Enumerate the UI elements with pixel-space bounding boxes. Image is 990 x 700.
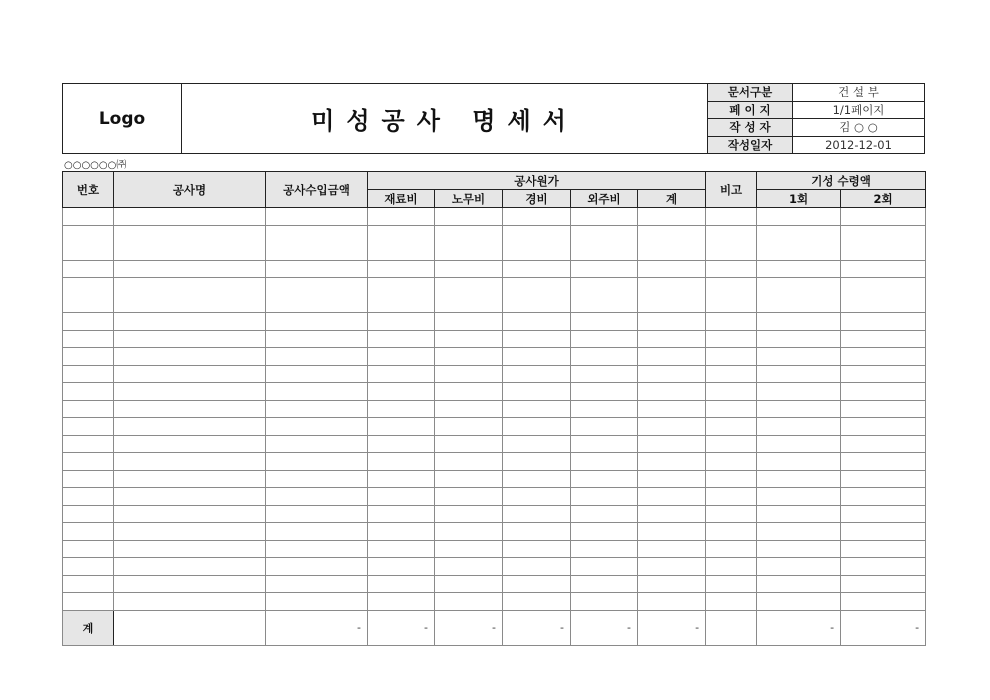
total-cost-total: - <box>638 610 706 645</box>
info-value: 김 ○ ○ <box>839 120 878 135</box>
table-cell[interactable] <box>757 470 841 488</box>
table-cell[interactable] <box>266 383 368 401</box>
table-cell[interactable] <box>63 540 114 558</box>
table-footer <box>63 610 926 645</box>
total-round1: - <box>757 610 841 645</box>
table-cell[interactable] <box>368 453 435 471</box>
total-name-cell <box>114 610 266 645</box>
table-cell[interactable] <box>638 278 706 313</box>
table-cell[interactable] <box>266 418 368 436</box>
table-row <box>63 400 926 418</box>
table-cell[interactable] <box>435 593 503 611</box>
table-cell[interactable] <box>757 505 841 523</box>
table-cell[interactable] <box>571 330 638 348</box>
header-cost-group: 공사원가 <box>368 172 706 190</box>
table-cell[interactable] <box>841 505 926 523</box>
table-cell[interactable] <box>63 523 114 541</box>
info-value: 건 설 부 <box>838 85 879 100</box>
table-cell[interactable] <box>503 540 571 558</box>
table-cell[interactable] <box>706 453 757 471</box>
table-cell[interactable] <box>638 313 706 331</box>
table-cell[interactable] <box>706 383 757 401</box>
table-cell[interactable] <box>638 453 706 471</box>
document-title: 미성공사 명세서 <box>182 84 708 153</box>
table-cell[interactable] <box>638 540 706 558</box>
table-row <box>63 208 926 226</box>
table-cell[interactable] <box>63 575 114 593</box>
info-row-page <box>708 102 924 120</box>
table-cell[interactable] <box>266 365 368 383</box>
table-cell[interactable] <box>757 435 841 453</box>
table-cell[interactable] <box>114 400 266 418</box>
table-cell[interactable] <box>368 505 435 523</box>
table-row <box>63 313 926 331</box>
table-cell[interactable] <box>757 453 841 471</box>
table-cell[interactable] <box>571 383 638 401</box>
table-cell[interactable] <box>757 313 841 331</box>
document-info-table <box>708 84 924 153</box>
table-cell[interactable] <box>503 278 571 313</box>
total-labor: - <box>435 610 503 645</box>
table-cell[interactable] <box>571 435 638 453</box>
table-cell[interactable] <box>706 470 757 488</box>
table-cell[interactable] <box>841 313 926 331</box>
table-cell[interactable] <box>571 278 638 313</box>
logo: Logo <box>63 84 182 153</box>
header-project-name: 공사명 <box>114 172 266 208</box>
total-expense: - <box>503 610 571 645</box>
table-cell[interactable] <box>706 488 757 506</box>
table-row <box>63 278 926 313</box>
table-cell[interactable] <box>571 540 638 558</box>
table-row <box>63 540 926 558</box>
table-cell[interactable] <box>435 225 503 260</box>
table-cell[interactable] <box>571 488 638 506</box>
table-row <box>63 260 926 278</box>
table-cell[interactable] <box>571 260 638 278</box>
table-cell[interactable] <box>266 225 368 260</box>
table-cell[interactable] <box>638 593 706 611</box>
table-cell[interactable] <box>63 558 114 576</box>
table-cell[interactable] <box>571 453 638 471</box>
header-income: 공사수입금액 <box>266 172 368 208</box>
table-cell[interactable] <box>841 383 926 401</box>
table-cell[interactable] <box>638 418 706 436</box>
table-cell[interactable] <box>63 383 114 401</box>
table-row <box>63 383 926 401</box>
total-remark-cell <box>706 610 757 645</box>
table-cell[interactable] <box>368 400 435 418</box>
table-cell[interactable] <box>435 383 503 401</box>
table-cell[interactable] <box>63 365 114 383</box>
table-cell[interactable] <box>841 540 926 558</box>
table-cell[interactable] <box>706 260 757 278</box>
table-cell[interactable] <box>757 208 841 226</box>
table-cell[interactable] <box>706 400 757 418</box>
table-cell[interactable] <box>757 593 841 611</box>
table-cell[interactable] <box>503 383 571 401</box>
table-row <box>63 593 926 611</box>
table-cell[interactable] <box>435 330 503 348</box>
table-cell[interactable] <box>266 330 368 348</box>
header-cost-total: 계 <box>638 190 706 208</box>
table-cell[interactable] <box>706 278 757 313</box>
table-cell[interactable] <box>757 260 841 278</box>
table-cell[interactable] <box>503 505 571 523</box>
table-cell[interactable] <box>503 558 571 576</box>
table-cell[interactable] <box>706 505 757 523</box>
table-cell[interactable] <box>757 523 841 541</box>
table-cell[interactable] <box>368 540 435 558</box>
info-key: 작 성 자 <box>708 119 793 136</box>
table-cell[interactable] <box>706 348 757 366</box>
table-cell[interactable] <box>841 435 926 453</box>
table-cell[interactable] <box>757 418 841 436</box>
table-cell[interactable] <box>368 470 435 488</box>
table-cell[interactable] <box>63 313 114 331</box>
table-cell[interactable] <box>435 488 503 506</box>
table-cell[interactable] <box>757 575 841 593</box>
table-cell[interactable] <box>757 383 841 401</box>
table-cell[interactable] <box>706 540 757 558</box>
table-cell[interactable] <box>114 225 266 260</box>
table-cell[interactable] <box>571 470 638 488</box>
table-cell[interactable] <box>368 225 435 260</box>
header-labor: 노무비 <box>435 190 503 208</box>
table-cell[interactable] <box>114 260 266 278</box>
table-cell[interactable] <box>503 523 571 541</box>
table-cell[interactable] <box>114 330 266 348</box>
table-cell[interactable] <box>368 523 435 541</box>
header-remark: 비고 <box>706 172 757 208</box>
table-row <box>63 453 926 471</box>
table-cell[interactable] <box>571 348 638 366</box>
total-row <box>63 610 926 645</box>
table-cell[interactable] <box>266 540 368 558</box>
table-cell[interactable] <box>638 348 706 366</box>
construction-table <box>62 171 926 646</box>
info-row-doc-type <box>708 84 924 102</box>
table-cell[interactable] <box>757 330 841 348</box>
table-cell[interactable] <box>841 400 926 418</box>
table-cell[interactable] <box>114 418 266 436</box>
table-cell[interactable] <box>503 435 571 453</box>
table-cell[interactable] <box>266 558 368 576</box>
header-expense: 경비 <box>503 190 571 208</box>
info-key: 작성일자 <box>708 137 793 154</box>
table-cell[interactable] <box>114 558 266 576</box>
header-progress-group: 기성 수령액 <box>757 172 926 190</box>
table-row <box>63 330 926 348</box>
table-cell[interactable] <box>368 260 435 278</box>
table-cell[interactable] <box>114 488 266 506</box>
table-cell[interactable] <box>114 453 266 471</box>
table-cell[interactable] <box>368 278 435 313</box>
table-cell[interactable] <box>638 208 706 226</box>
table-cell[interactable] <box>706 418 757 436</box>
table-cell[interactable] <box>841 593 926 611</box>
table-cell[interactable] <box>435 400 503 418</box>
table-row <box>63 365 926 383</box>
table-cell[interactable] <box>503 400 571 418</box>
table-cell[interactable] <box>757 278 841 313</box>
table-cell[interactable] <box>503 470 571 488</box>
table-cell[interactable] <box>638 558 706 576</box>
table-cell[interactable] <box>757 348 841 366</box>
table-cell[interactable] <box>435 348 503 366</box>
table-cell[interactable] <box>368 593 435 611</box>
table-cell[interactable] <box>435 435 503 453</box>
table-cell[interactable] <box>503 418 571 436</box>
table-cell[interactable] <box>368 365 435 383</box>
table-cell[interactable] <box>571 558 638 576</box>
table-cell[interactable] <box>706 225 757 260</box>
table-cell[interactable] <box>368 330 435 348</box>
table-cell[interactable] <box>638 400 706 418</box>
total-label: 계 <box>63 610 114 645</box>
table-cell[interactable] <box>706 523 757 541</box>
table-cell[interactable] <box>841 453 926 471</box>
table-header <box>63 172 926 208</box>
table-cell[interactable] <box>841 470 926 488</box>
table-cell[interactable] <box>266 208 368 226</box>
table-cell[interactable] <box>266 400 368 418</box>
table-row <box>63 558 926 576</box>
table-cell[interactable] <box>114 523 266 541</box>
table-cell[interactable] <box>503 208 571 226</box>
table-cell[interactable] <box>368 488 435 506</box>
table-row <box>63 523 926 541</box>
table-cell[interactable] <box>368 313 435 331</box>
total-outsource: - <box>571 610 638 645</box>
table-cell[interactable] <box>435 523 503 541</box>
table-cell[interactable] <box>435 313 503 331</box>
table-cell[interactable] <box>503 330 571 348</box>
table-cell[interactable] <box>706 313 757 331</box>
table-cell[interactable] <box>638 575 706 593</box>
table-cell[interactable] <box>435 540 503 558</box>
table-cell[interactable] <box>266 313 368 331</box>
table-cell[interactable] <box>571 313 638 331</box>
total-income: - <box>266 610 368 645</box>
table-cell[interactable] <box>435 575 503 593</box>
table-cell[interactable] <box>638 505 706 523</box>
table-cell[interactable] <box>266 593 368 611</box>
table-cell[interactable] <box>63 470 114 488</box>
table-cell[interactable] <box>706 575 757 593</box>
table-cell[interactable] <box>757 225 841 260</box>
table-cell[interactable] <box>368 575 435 593</box>
table-cell[interactable] <box>114 208 266 226</box>
table-cell[interactable] <box>63 225 114 260</box>
info-key: 페 이 지 <box>708 102 793 119</box>
table-cell[interactable] <box>571 208 638 226</box>
table-cell[interactable] <box>571 400 638 418</box>
info-value: 1/1페이지 <box>832 102 885 117</box>
table-cell[interactable] <box>63 348 114 366</box>
total-round2: - <box>841 610 926 645</box>
table-cell[interactable] <box>435 558 503 576</box>
table-cell[interactable] <box>638 260 706 278</box>
table-cell[interactable] <box>571 523 638 541</box>
table-cell[interactable] <box>706 365 757 383</box>
table-cell[interactable] <box>638 435 706 453</box>
info-key: 문서구분 <box>708 84 793 101</box>
table-cell[interactable] <box>706 330 757 348</box>
table-cell[interactable] <box>841 348 926 366</box>
table-cell[interactable] <box>266 435 368 453</box>
table-cell[interactable] <box>757 540 841 558</box>
table-cell[interactable] <box>638 365 706 383</box>
table-cell[interactable] <box>63 400 114 418</box>
table-row <box>63 488 926 506</box>
table-cell[interactable] <box>757 558 841 576</box>
table-cell[interactable] <box>266 575 368 593</box>
table-cell[interactable] <box>435 208 503 226</box>
header-round1: 1회 <box>757 190 841 208</box>
table-cell[interactable] <box>114 365 266 383</box>
table-cell[interactable] <box>841 365 926 383</box>
table-cell[interactable] <box>435 453 503 471</box>
table-cell[interactable] <box>503 593 571 611</box>
table-cell[interactable] <box>435 365 503 383</box>
table-cell[interactable] <box>638 330 706 348</box>
table-cell[interactable] <box>368 383 435 401</box>
table-cell[interactable] <box>114 383 266 401</box>
table-row <box>63 435 926 453</box>
table-cell[interactable] <box>571 418 638 436</box>
table-cell[interactable] <box>638 523 706 541</box>
table-cell[interactable] <box>114 575 266 593</box>
table-cell[interactable] <box>114 435 266 453</box>
table-cell[interactable] <box>503 365 571 383</box>
table-cell[interactable] <box>435 278 503 313</box>
table-cell[interactable] <box>571 575 638 593</box>
table-cell[interactable] <box>368 208 435 226</box>
table-cell[interactable] <box>638 488 706 506</box>
table-cell[interactable] <box>841 558 926 576</box>
table-cell[interactable] <box>63 505 114 523</box>
table-row <box>63 348 926 366</box>
table-cell[interactable] <box>368 435 435 453</box>
table-cell[interactable] <box>435 418 503 436</box>
table-cell[interactable] <box>114 505 266 523</box>
table-row <box>63 418 926 436</box>
table-cell[interactable] <box>841 523 926 541</box>
table-cell[interactable] <box>841 418 926 436</box>
table-cell[interactable] <box>266 453 368 471</box>
table-cell[interactable] <box>638 383 706 401</box>
header-round2: 2회 <box>841 190 926 208</box>
info-row-author <box>708 119 924 137</box>
total-material: - <box>368 610 435 645</box>
table-cell[interactable] <box>841 488 926 506</box>
table-cell[interactable] <box>266 260 368 278</box>
table-cell[interactable] <box>706 593 757 611</box>
table-cell[interactable] <box>63 330 114 348</box>
table-row <box>63 505 926 523</box>
company-name: ○○○○○○㈜ <box>64 160 127 171</box>
table-cell[interactable] <box>114 348 266 366</box>
table-cell[interactable] <box>63 488 114 506</box>
table-row <box>63 575 926 593</box>
table-cell[interactable] <box>571 593 638 611</box>
table-cell[interactable] <box>368 418 435 436</box>
table-cell[interactable] <box>571 225 638 260</box>
table-cell[interactable] <box>757 488 841 506</box>
table-cell[interactable] <box>571 365 638 383</box>
table-cell[interactable] <box>503 313 571 331</box>
table-cell[interactable] <box>266 470 368 488</box>
info-row-date <box>708 137 924 154</box>
table-cell[interactable] <box>503 575 571 593</box>
table-cell[interactable] <box>757 365 841 383</box>
table-cell[interactable] <box>706 435 757 453</box>
table-cell[interactable] <box>63 208 114 226</box>
table-cell[interactable] <box>841 278 926 313</box>
table-cell[interactable] <box>435 470 503 488</box>
document-header <box>62 83 925 154</box>
table-cell[interactable] <box>503 260 571 278</box>
table-cell[interactable] <box>841 575 926 593</box>
table-cell[interactable] <box>706 208 757 226</box>
table-row <box>63 470 926 488</box>
table-cell[interactable] <box>638 470 706 488</box>
table-cell[interactable] <box>63 260 114 278</box>
table-cell[interactable] <box>503 488 571 506</box>
table-cell[interactable] <box>503 225 571 260</box>
table-cell[interactable] <box>503 348 571 366</box>
table-cell[interactable] <box>368 348 435 366</box>
table-cell[interactable] <box>114 540 266 558</box>
table-cell[interactable] <box>571 505 638 523</box>
table-cell[interactable] <box>435 260 503 278</box>
table-cell[interactable] <box>503 453 571 471</box>
table-cell[interactable] <box>63 453 114 471</box>
info-value: 2012-12-01 <box>825 137 892 152</box>
table-cell[interactable] <box>114 313 266 331</box>
table-cell[interactable] <box>63 278 114 313</box>
table-cell[interactable] <box>841 260 926 278</box>
table-cell[interactable] <box>266 348 368 366</box>
table-cell[interactable] <box>435 505 503 523</box>
table-cell[interactable] <box>841 208 926 226</box>
table-cell[interactable] <box>841 330 926 348</box>
header-no: 번호 <box>63 172 114 208</box>
table-cell[interactable] <box>63 435 114 453</box>
table-cell[interactable] <box>63 593 114 611</box>
table-cell[interactable] <box>757 400 841 418</box>
table-cell[interactable] <box>638 225 706 260</box>
header-outsource: 외주비 <box>571 190 638 208</box>
table-cell[interactable] <box>706 558 757 576</box>
table-cell[interactable] <box>841 225 926 260</box>
table-cell[interactable] <box>63 418 114 436</box>
table-cell[interactable] <box>368 558 435 576</box>
table-cell[interactable] <box>266 278 368 313</box>
table-cell[interactable] <box>266 523 368 541</box>
table-row <box>63 225 926 260</box>
table-cell[interactable] <box>114 470 266 488</box>
table-cell[interactable] <box>114 278 266 313</box>
header-material: 재료비 <box>368 190 435 208</box>
table-cell[interactable] <box>266 488 368 506</box>
table-cell[interactable] <box>114 593 266 611</box>
table-cell[interactable] <box>266 505 368 523</box>
table-body <box>63 208 926 611</box>
